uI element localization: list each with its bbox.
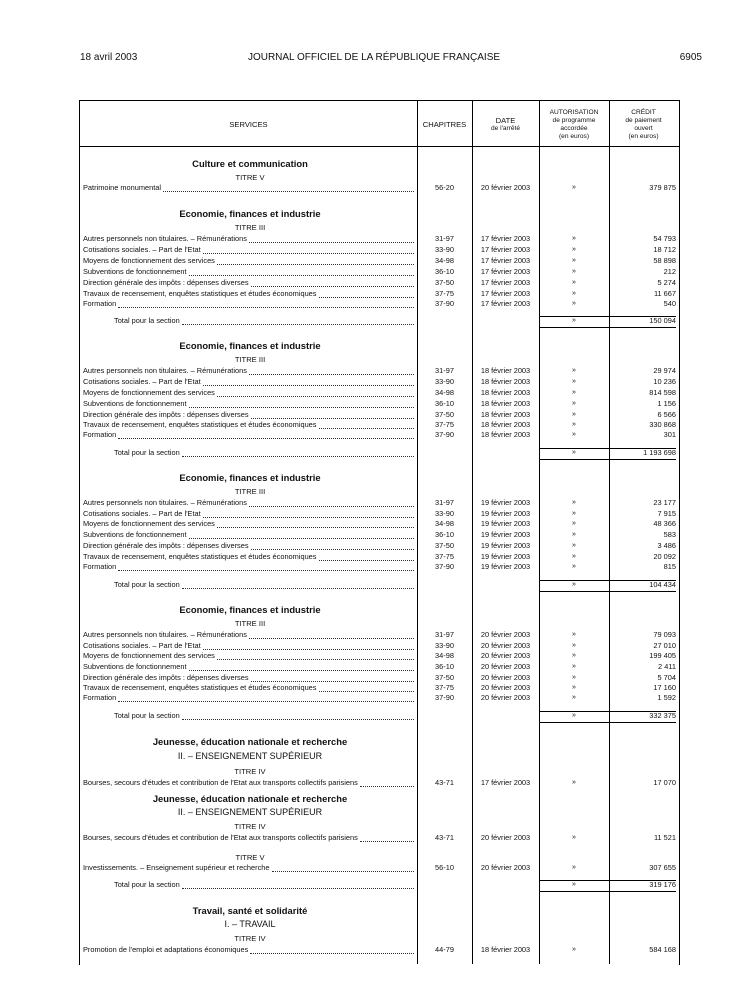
row-chapitre: 37-75 [435,552,454,561]
row-date: 19 février 2003 [480,530,531,539]
row-date: 20 février 2003 [480,683,531,692]
row-date: 20 février 2003 [480,693,531,702]
row-chapitre: 34-98 [435,256,454,265]
row-authorization: » [572,946,576,953]
row-authorization: » [572,499,576,506]
row-amount: 814 598 [649,388,676,397]
row-authorization: » [572,834,576,841]
dot-leader [251,681,414,682]
row-date: 19 février 2003 [480,562,531,571]
row-amount: 199 405 [649,651,676,660]
row-chapitre: 34-98 [435,388,454,397]
row-chapitre: 37-90 [435,430,454,439]
row-authorization: » [572,421,576,428]
row-chapitre: 33-90 [435,509,454,518]
dot-leader [203,649,414,650]
dot-leader [203,517,414,518]
header-separator [79,146,680,147]
row-authorization: » [572,553,576,560]
row-amount: 583 [663,530,676,539]
total-authorization: » [572,712,576,719]
row-amount: 79 093 [653,630,676,639]
dot-leader [319,428,414,429]
row-amount: 1 592 [657,693,676,702]
row-date: 20 février 2003 [480,641,531,650]
row-authorization: » [572,235,576,242]
dot-leader [251,549,414,550]
dot-leader [217,527,414,528]
row-amount: 10 236 [653,377,676,386]
row-date: 18 février 2003 [480,430,531,439]
row-label: Formation [83,430,117,439]
dot-leader [163,191,414,192]
titre-heading: TITRE V [235,173,265,182]
col-header-credit: ouvert [634,125,653,132]
col-header-credit: CRÉDIT [631,109,656,116]
row-authorization: » [572,642,576,649]
row-date: 20 février 2003 [480,662,531,671]
dot-leader [217,264,414,265]
row-amount: 58 898 [653,256,676,265]
row-authorization: » [572,378,576,385]
row-label: Direction générale des impôts : dépenses diverses [83,673,249,682]
row-label: Moyens de fonctionnement des services [83,519,215,528]
row-date: 17 février 2003 [480,267,531,276]
total-label: Total pour la section [114,880,180,889]
col-header-credit: de paiement [625,117,662,124]
row-authorization: » [572,684,576,691]
row-authorization: » [572,268,576,275]
row-chapitre: 31-97 [435,366,454,375]
row-amount: 18 712 [653,245,676,254]
row-label: Subventions de fonctionnement [83,399,187,408]
row-amount: 17 160 [653,683,676,692]
col-header-date: DATE [495,116,516,125]
total-label: Total pour la section [114,448,180,457]
row-authorization: » [572,663,576,670]
row-label: Bourses, secours d'études et contribution de l'Etat aux transports collectifs parisiens [83,778,358,787]
dot-leader [251,418,414,419]
row-authorization: » [572,389,576,396]
dot-leader [360,841,414,842]
row-date: 19 février 2003 [480,519,531,528]
row-chapitre: 37-75 [435,683,454,692]
subsection-title: II. – ENSEIGNEMENT SUPÉRIEUR [177,751,323,761]
row-label: Moyens de fonctionnement des services [83,388,215,397]
row-label: Investissements. – Enseignement supérieur et recherche [83,863,270,872]
row-date: 17 février 2003 [480,234,531,243]
row-chapitre: 37-75 [435,420,454,429]
row-amount: 307 655 [649,863,676,872]
row-authorization: » [572,300,576,307]
dot-leader [249,242,414,243]
row-chapitre: 33-90 [435,245,454,254]
row-amount: 212 [663,267,676,276]
row-chapitre: 34-98 [435,651,454,660]
dot-leader [189,275,414,276]
row-label: Autres personnels non titulaires. – Rémunérations [83,498,247,507]
titre-heading: TITRE IV [234,934,266,943]
row-authorization: » [572,367,576,374]
dot-leader [118,570,414,571]
row-amount: 27 010 [653,641,676,650]
row-date: 18 février 2003 [480,410,531,419]
row-chapitre: 37-50 [435,673,454,682]
total-amount: 319 176 [649,880,676,889]
dot-leader [217,659,414,660]
row-label: Subventions de fonctionnement [83,530,187,539]
row-chapitre: 37-90 [435,299,454,308]
section-title: Travail, santé et solidarité [192,905,308,916]
total-authorization: » [572,581,576,588]
dot-leader [249,506,414,507]
subsection-title: I. – TRAVAIL [224,919,276,929]
row-date: 19 février 2003 [480,552,531,561]
section-title: Economie, finances et industrie [179,604,321,615]
dot-leader [189,670,414,671]
row-amount: 540 [663,299,676,308]
col-header-chapitres: CHAPITRES [422,120,467,129]
row-chapitre: 56-20 [435,183,454,192]
row-date: 18 février 2003 [480,366,531,375]
total-label: Total pour la section [114,580,180,589]
col-header-credit: (en euros) [628,133,659,140]
row-date: 20 février 2003 [480,863,531,872]
row-chapitre: 36-10 [435,267,454,276]
row-date: 20 février 2003 [480,673,531,682]
titre-heading: TITRE III [234,223,266,232]
dot-leader [182,888,414,889]
row-authorization: » [572,674,576,681]
row-label: Promotion de l'emploi et adaptations économiques [83,945,249,954]
row-date: 18 février 2003 [480,420,531,429]
total-amount: 332 375 [649,711,676,720]
col-header-auth: AUTORISATION [549,109,599,116]
row-label: Autres personnels non titulaires. – Rémunérations [83,630,247,639]
row-authorization: » [572,652,576,659]
row-label: Travaux de recensement, enquêtes statistiques et études économiques [83,420,317,429]
row-label: Formation [83,693,117,702]
row-label: Direction générale des impôts : dépenses diverses [83,541,249,550]
section-title: Culture et communication [192,158,308,169]
row-chapitre: 37-75 [435,289,454,298]
subsection-title: II. – ENSEIGNEMENT SUPÉRIEUR [177,807,323,817]
dot-leader [189,407,414,408]
row-date: 17 février 2003 [480,299,531,308]
row-amount: 815 [663,562,676,571]
row-amount: 3 486 [657,541,676,550]
row-chapitre: 56-10 [435,863,454,872]
row-amount: 301 [663,430,676,439]
row-label: Bourses, secours d'études et contribution de l'Etat aux transports collectifs parisiens [83,833,358,842]
row-date: 18 février 2003 [480,945,531,954]
row-date: 17 février 2003 [480,256,531,265]
row-label: Travaux de recensement, enquêtes statistiques et études économiques [83,289,317,298]
dot-leader [217,396,414,397]
row-authorization: » [572,520,576,527]
row-amount: 584 168 [649,945,676,954]
row-date: 19 février 2003 [480,498,531,507]
row-amount: 6 566 [657,410,676,419]
dot-leader [203,385,414,386]
row-date: 17 février 2003 [480,778,531,787]
section-title: Jeunesse, éducation nationale et recherche [152,793,348,804]
row-amount: 7 915 [657,509,676,518]
row-label: Subventions de fonctionnement [83,267,187,276]
row-label: Moyens de fonctionnement des services [83,651,215,660]
row-label: Formation [83,562,117,571]
row-label: Autres personnels non titulaires. – Rémunérations [83,366,247,375]
row-authorization: » [572,290,576,297]
section-title: Economie, finances et industrie [179,340,321,351]
row-authorization: » [572,864,576,871]
row-chapitre: 37-90 [435,562,454,571]
page-date: 18 avril 2003 [80,52,138,63]
row-amount: 29 974 [653,366,676,375]
dot-leader [118,438,414,439]
row-date: 18 février 2003 [480,399,531,408]
row-chapitre: 36-10 [435,530,454,539]
section-title: Economie, finances et industrie [179,472,321,483]
row-chapitre: 33-90 [435,377,454,386]
row-amount: 5 704 [657,673,676,682]
titre-heading: TITRE III [234,355,266,364]
total-authorization: » [572,317,576,324]
dot-leader [319,560,414,561]
row-chapitre: 31-97 [435,234,454,243]
titre-heading: TITRE IV [234,822,266,831]
row-label: Autres personnels non titulaires. – Rémunérations [83,234,247,243]
page-number: 6905 [679,52,702,63]
titre-heading: TITRE III [234,487,266,496]
row-chapitre: 37-50 [435,278,454,287]
total-amount: 150 094 [649,316,676,325]
row-date: 20 février 2003 [480,183,531,192]
dot-leader [250,953,414,954]
col-header-auth: (en euros) [558,133,590,140]
row-authorization: » [572,184,576,191]
row-chapitre: 37-50 [435,541,454,550]
section-title: Jeunesse, éducation nationale et recherche [152,736,348,747]
row-authorization: » [572,531,576,538]
dot-leader [249,638,414,639]
row-date: 18 février 2003 [480,388,531,397]
row-date: 18 février 2003 [480,377,531,386]
row-label: Travaux de recensement, enquêtes statistiques et études économiques [83,552,317,561]
row-amount: 11 667 [653,289,676,298]
row-date: 17 février 2003 [480,278,531,287]
row-label: Moyens de fonctionnement des services [83,256,215,265]
total-label: Total pour la section [114,316,180,325]
row-date: 20 février 2003 [480,630,531,639]
row-date: 19 février 2003 [480,541,531,550]
row-label: Formation [83,299,117,308]
row-label: Subventions de fonctionnement [83,662,187,671]
dot-leader [249,374,414,375]
row-chapitre: 44-79 [435,945,454,954]
row-label: Cotisations sociales. – Part de l'Etat [83,245,201,254]
row-label: Cotisations sociales. – Part de l'Etat [83,509,201,518]
row-chapitre: 31-97 [435,630,454,639]
journal-title: JOURNAL OFFICIEL DE LA RÉPUBLIQUE FRANÇAISE [247,52,501,63]
dot-leader [272,871,414,872]
row-authorization: » [572,542,576,549]
col-header-services: SERVICES [229,120,268,129]
titre-heading: TITRE IV [234,767,266,776]
row-date: 17 février 2003 [480,289,531,298]
row-chapitre: 43-71 [435,778,454,787]
row-authorization: » [572,400,576,407]
row-amount: 23 177 [653,498,676,507]
row-chapitre: 37-90 [435,693,454,702]
dot-leader [182,588,414,589]
row-chapitre: 31-97 [435,498,454,507]
row-date: 19 février 2003 [480,509,531,518]
titre-heading: TITRE III [234,619,266,628]
row-authorization: » [572,563,576,570]
row-label: Cotisations sociales. – Part de l'Etat [83,377,201,386]
row-authorization: » [572,431,576,438]
col-header-auth: accordée [560,125,588,132]
dot-leader [189,538,414,539]
row-authorization: » [572,694,576,701]
row-authorization: » [572,257,576,264]
dot-leader [319,297,414,298]
row-authorization: » [572,411,576,418]
row-amount: 330 868 [649,420,676,429]
row-amount: 2 411 [658,662,676,671]
titre-heading: TITRE V [235,853,265,862]
row-amount: 17 070 [653,778,676,787]
row-label: Patrimoine monumental [83,183,162,192]
dot-leader [182,719,414,720]
row-date: 20 février 2003 [480,833,531,842]
row-amount: 1 156 [657,399,676,408]
row-amount: 5 274 [657,278,676,287]
total-label: Total pour la section [114,711,180,720]
section-title: Economie, finances et industrie [179,208,321,219]
row-chapitre: 37-50 [435,410,454,419]
row-amount: 20 092 [653,552,676,561]
dot-leader [182,456,414,457]
col-header-date-sub: de l'arrêté [490,125,521,132]
row-label: Cotisations sociales. – Part de l'Etat [83,641,201,650]
row-label: Travaux de recensement, enquêtes statistiques et études économiques [83,683,317,692]
dot-leader [251,286,414,287]
row-date: 20 février 2003 [480,651,531,660]
dot-leader [203,253,414,254]
row-authorization: » [572,246,576,253]
total-amount: 104 434 [649,580,676,589]
row-label: Direction générale des impôts : dépenses diverses [83,410,249,419]
row-chapitre: 36-10 [435,662,454,671]
row-amount: 379 875 [649,183,676,192]
row-authorization: » [572,631,576,638]
row-amount: 11 521 [653,833,676,842]
row-authorization: » [572,510,576,517]
row-chapitre: 33-90 [435,641,454,650]
row-date: 17 février 2003 [480,245,531,254]
row-amount: 54 793 [653,234,676,243]
col-header-auth: de programme [552,117,596,124]
dot-leader [118,307,414,308]
dot-leader [118,701,414,702]
dot-leader [360,786,414,787]
row-chapitre: 34-98 [435,519,454,528]
total-amount: 1 193 698 [643,448,676,457]
row-label: Direction générale des impôts : dépenses diverses [83,278,249,287]
total-authorization: » [572,881,576,888]
dot-leader [182,324,414,325]
dot-leader [319,691,414,692]
row-chapitre: 43-71 [435,833,454,842]
row-chapitre: 36-10 [435,399,454,408]
row-amount: 48 366 [653,519,676,528]
row-authorization: » [572,779,576,786]
row-authorization: » [572,279,576,286]
total-authorization: » [572,449,576,456]
